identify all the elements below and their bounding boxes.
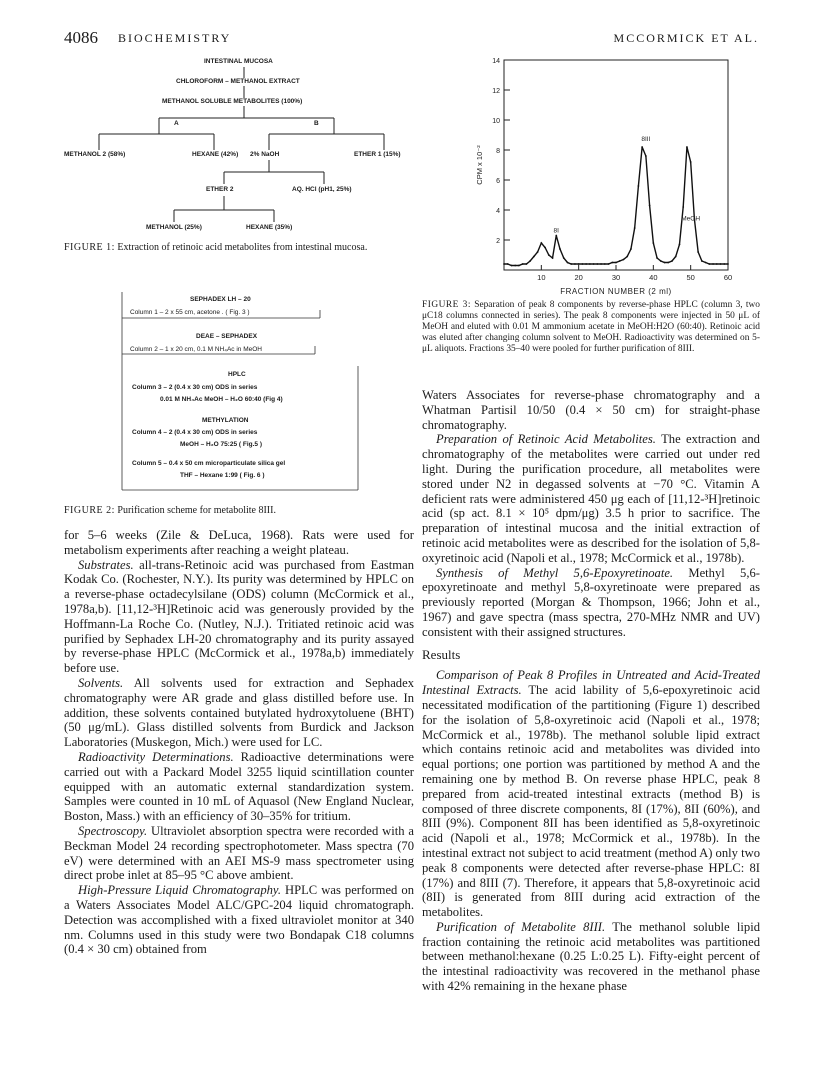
data-point <box>634 227 636 229</box>
data-point <box>623 259 625 261</box>
node-ether1: ETHER 1 (15%) <box>354 151 401 158</box>
left-para-spectroscopy: Spectroscopy. Ultraviolet absorption spectra were recorded with a Beckman Model 24 recording spectrophotometer. Mass spectra (70 eV) were determined with an AEI MS-9 mass spectrometer using direct probe inlet at 85–95 °C above ambient. <box>64 823 414 883</box>
data-point <box>514 265 516 267</box>
chromatogram-svg <box>470 52 760 297</box>
node-branch-b: B <box>314 120 319 127</box>
left-para-1: for 5–6 weeks (Zile & DeLuca, 1968). Rats were used for metabolism experiments after reaching a weight plateau. <box>64 528 414 557</box>
x-axis-label: FRACTION NUMBER (2 ml) <box>560 287 672 296</box>
node-intestinal-mucosa: INTESTINAL MUCOSA <box>204 58 273 65</box>
x-tick-label-60: 60 <box>723 273 733 282</box>
scheme-column2: Column 2 – 1 x 20 cm, 0.1 M NH₄Ac in MeOH <box>130 346 262 353</box>
annotation-3: MeOH <box>681 215 701 223</box>
page-number: 4086 <box>64 28 98 47</box>
y-axis-label: CPM x 10⁻² <box>475 145 484 185</box>
scheme-methylation: METHYLATION <box>202 417 249 424</box>
figure3-caption: FIGURE 3: Separation of peak 8 components by reverse-phase HPLC (column 3, two μC18 columns connected in series). The peak 8 components were injected in 50 μL of MeOH and eluted with 0.01 M ammonium acetate in MeOH:H2O (60:40). Retinoic acid was eluted after changing column solvent to MeOH. Radioactivity was determined on 5-μL aliquots. Fractions 35–40 were pooled for further purification of 8III. <box>422 300 760 354</box>
x-tick-label-10: 10 <box>537 273 546 282</box>
left-para-solvents: Solvents. All solvents used for extraction and Sephadex chromatography were AR grade and glass distilled before use. In addition, these solvents contained butylated hydroxytoluene (BHT) (50 μg/mL). Glass distilled solvents from Burdick and Jackson Laboratories (Muskegon, Mich.) were used for LC. <box>64 675 414 750</box>
data-point <box>600 263 602 265</box>
y-tick-label-8: 8 <box>496 148 500 155</box>
data-point <box>716 263 718 265</box>
journal-name: BIOCHEMISTRY <box>118 31 232 45</box>
data-point <box>679 244 681 246</box>
annotation-2: 8III <box>641 136 651 143</box>
figure3-chart <box>470 52 760 297</box>
figure1-caption: FIGURE 1: Extraction of retinoic acid metabolites from intestinal mucosa. <box>64 242 368 253</box>
y-tick-label-6: 6 <box>496 178 500 185</box>
data-point <box>544 247 546 249</box>
data-point <box>675 256 677 258</box>
data-point <box>626 256 628 258</box>
figure1-diagram <box>64 56 414 238</box>
data-point <box>511 265 513 267</box>
data-point <box>708 263 710 265</box>
scheme-sephadex-lh20: SEPHADEX LH – 20 <box>190 296 251 303</box>
data-point <box>585 263 587 265</box>
y-tick-label-4: 4 <box>496 208 500 215</box>
data-point <box>645 155 647 157</box>
data-point <box>671 260 673 262</box>
data-point <box>712 263 714 265</box>
data-point <box>652 242 654 244</box>
series-line <box>504 147 728 266</box>
scheme-column3-solvent: 0.01 M NH₄Ac MeOH – H₂O 60:40 (Fig 4) <box>160 396 283 403</box>
data-point <box>720 263 722 265</box>
scheme-column4-solvent: MeOH – H₂O 75:25 ( Fig.5 ) <box>180 441 262 448</box>
node-methanol-soluble: METHANOL SOLUBLE METABOLITES (100%) <box>162 98 303 105</box>
node-hexane: HEXANE (42%) <box>192 151 239 158</box>
data-point <box>649 205 651 207</box>
node-aq-hcl: AQ. HCl (pH1, 25%) <box>292 186 352 193</box>
data-point <box>540 242 542 244</box>
right-para-synthesis: Synthesis of Methyl 5,6-Epoxyretinoate. Methyl 5,6-epoxyretinoate and methyl 5,8-oxyretinoate were prepared as previously reported (Morgan & Thompson, 1966; John et al., 1967) and gave spectra (mass spectra, 270-MHz NMR and UV) consistent with their assigned structures. <box>422 565 760 639</box>
data-point <box>667 262 669 264</box>
scheme-column5-solvent: THF – Hexane 1:99 ( Fig. 6 ) <box>180 472 265 479</box>
node-chloroform-methanol-extract: CHLOROFORM – METHANOL EXTRACT <box>176 78 300 85</box>
figure2-caption: FIGURE 2: Purification scheme for metabolite 8III. <box>64 505 276 516</box>
plot-frame <box>504 60 728 270</box>
data-point <box>682 206 684 208</box>
data-point <box>638 185 640 187</box>
data-point <box>563 257 565 259</box>
data-point <box>526 263 528 265</box>
data-point <box>548 254 550 256</box>
right-para-comparison: Comparison of Peak 8 Profiles in Untreated and Acid-Treated Intestinal Extracts. The acid lability of 5,6-epoxyretinoic acid necessitated modification of the partitioning (Figure 1) described for the isolation of 5,8-oxyretinoic acid (Napoli et al., 1978; McCormick et al., 1978b). The methanol soluble lipid extract which contains retinoic acid and metabolites was divided into equal portions; one portion was partitioned by method A and the remaining one by method B. On reverse phase HPLC, peak 8 prepared from acid-treated intestinal extracts (method B) is composed of three discrete components, 8I (17%), 8II (60%), and 8III (9%). Component 8II has been identified as 5,8-oxyretinoic acid (Napoli et al., 1978; McCormick et al., 1978b). In the intestinal extract not subject to acid treatment (method A) only two peak 8 components were detected after reverse-phase HPLC: 8I (17%) and 8III (7). Therefore, it appears that 5,8-oxyretinoic acid (8II) is generated from 8III during acid extraction of the metabolites. <box>422 668 760 920</box>
data-point <box>611 262 613 264</box>
data-point <box>593 263 595 265</box>
node-naoh: 2% NaOH <box>250 151 280 158</box>
x-tick-label-30: 30 <box>611 273 621 282</box>
data-point <box>615 262 617 264</box>
data-point <box>522 263 524 265</box>
y-tick-label-14: 14 <box>492 58 500 65</box>
right-para-preparation: Preparation of Retinoic Acid Metabolites. The extraction and chromatography of the metabolites were carried out under red light. During the purification procedure, all metabolites were stored under N2 in degassed solvents at −70 °C. Vitamin A deficient rats were administered 450 μg each of [11,12-³H]retinoic acid (sp act. 8.1 × 10⁵ dpm/μg) 3.5 h prior to sacrifice. The preparation of intestinal mucosa and the initial extraction of retinoic acid metabolites were as described for the isolation of 5,8-oxyretinoic acid (Napoli et al., 1978; McCormick et al., 1978b). <box>422 432 760 565</box>
x-tick-label-20: 20 <box>574 273 583 282</box>
data-point <box>559 248 561 250</box>
data-point <box>567 262 569 264</box>
data-point <box>555 235 557 237</box>
node-methanol: METHANOL (25%) <box>146 224 202 231</box>
left-para-substrates: Substrates. all-trans-Retinoic acid was purchased from Eastman Kodak Co. (Rochester, N.Y.). Its purity was determined by HPLC on a reverse-phase octadecylsilane (ODS) column (McCormick et al., 1978a,b). [11,12-³H]Retinoic acid was generously provided by the Hoffmann-La Roche Co. (Nutley, N.J.). Tritiated retinoic acid was purified by Sephadex LH-20 chromatography and its purity assayed by reverse-phase HPLC (McCormick et al., 1978a,b) immediately before use. <box>64 557 414 676</box>
running-authors: MCCORMICK ET AL. <box>613 31 759 45</box>
annotation-1: 8I <box>553 227 559 235</box>
data-point <box>697 251 699 253</box>
data-point <box>596 263 598 265</box>
data-point <box>589 263 591 265</box>
data-point <box>604 263 606 265</box>
data-point <box>537 251 539 253</box>
data-point <box>552 257 554 259</box>
scheme-hplc: HPLC <box>228 371 246 378</box>
data-point <box>582 263 584 265</box>
scheme-deae-sephadex: DEAE – SEPHADEX <box>196 333 258 340</box>
scheme-column5: Column 5 – 0.4 x 50 cm microparticulate silica gel <box>132 460 286 467</box>
results-heading: Results <box>422 646 461 662</box>
left-column-text <box>64 528 414 957</box>
data-point <box>630 248 632 250</box>
left-para-hplc: High-Pressure Liquid Chromatography. HPLC was performed on a Waters Associates Model ALC/GPC-204 liquid chromatograph. Detection was accomplished with a fixed ultraviolet monitor at 340 nm. Columns used in this study were two Bondapak C18 columns (0.4 × 30 cm) obtained from <box>64 883 414 957</box>
node-methanol2: METHANOL 2 (58%) <box>64 151 126 158</box>
data-point <box>660 260 662 262</box>
data-point <box>578 263 580 265</box>
scheme-column3: Column 3 – 2 (0.4 x 30 cm) ODS in series <box>132 384 258 391</box>
x-tick-label-40: 40 <box>649 273 658 282</box>
data-point <box>701 260 703 262</box>
y-tick-label-10: 10 <box>492 118 500 125</box>
data-point <box>656 257 658 259</box>
data-point <box>690 161 692 163</box>
data-point <box>723 263 725 265</box>
data-point <box>570 263 572 265</box>
data-point <box>705 262 707 264</box>
data-point <box>507 263 509 265</box>
data-point <box>664 262 666 264</box>
left-para-radioactivity: Radioactivity Determinations. Radioactive determinations were carried out with a Packard Model 3255 liquid scintillation counter equipped with an automatic external standardization system. Samples were counted in 10 mL of Aquasol (New England Nuclear, Boston, Mass.) with an efficiency of 30–35% for tritium. <box>64 749 415 824</box>
data-point <box>608 263 610 265</box>
data-point <box>533 256 535 258</box>
data-point <box>686 146 688 148</box>
node-hexane2: HEXANE (35%) <box>246 224 293 231</box>
data-point <box>574 263 576 265</box>
right-para-1: Waters Associates for reverse-phase chromatography and a Whatman Partisil 10/50 (0.4 × 50 cm) for straight-phase chromatography. <box>422 388 760 432</box>
scheme-column4: Column 4 – 2 (0.4 x 30 cm) ODS in series <box>132 429 258 436</box>
data-point <box>529 260 531 262</box>
x-tick-label-50: 50 <box>686 273 695 282</box>
figure2-scheme <box>120 290 360 495</box>
data-point <box>641 146 643 148</box>
scheme-column1: Column 1 – 2 x 55 cm, acetone . ( Fig. 3 ) <box>130 309 250 316</box>
data-point <box>518 265 520 267</box>
data-point <box>503 263 505 265</box>
node-ether2: ETHER 2 <box>206 186 234 193</box>
data-point <box>727 263 729 265</box>
right-column-text <box>422 388 760 994</box>
y-tick-label-12: 12 <box>492 88 500 95</box>
y-tick-label-2: 2 <box>496 238 500 245</box>
right-para-purification: Purification of Metabolite 8III. The methanol soluble lipid fraction containing the retinoic acid metabolites was partitioned between methanol:hexane (0.25 L:0.25 L). Fifty-eight percent of the intestinal radioactivity was recovered in the methanol phase with 42% remaining in the hexane phase <box>422 919 761 994</box>
data-point <box>619 260 621 262</box>
node-branch-a: A <box>174 120 179 127</box>
